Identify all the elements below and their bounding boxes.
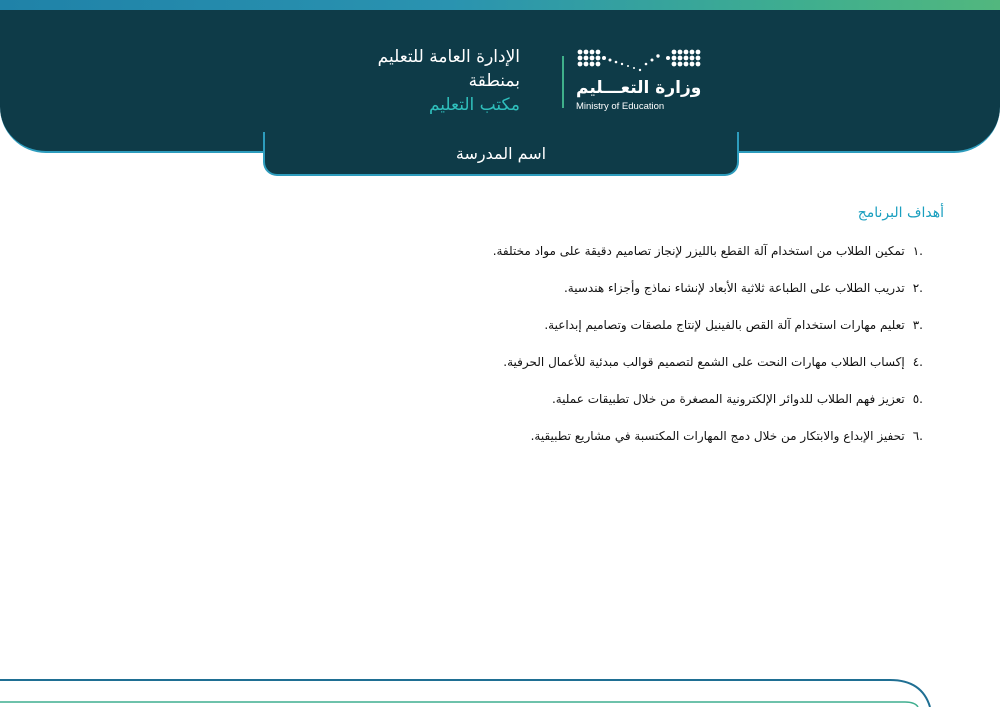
header-line-region: بمنطقة (468, 71, 520, 91)
goal-item (203, 354, 923, 391)
goal-item (203, 243, 923, 280)
goal-text: تمكين الطلاب من استخدام آلة القطع بالليزر لإنجاز تصاميم دقيقة على مواد مختلفة. (492, 244, 905, 258)
goal-number: .٢ (912, 281, 923, 295)
goal-number: .٤ (912, 355, 923, 369)
footer-decoration (0, 672, 1000, 707)
ministry-logo-dots-icon (576, 48, 704, 78)
goal-number: .٦ (912, 429, 923, 443)
goals-list (203, 243, 923, 465)
goal-text: تعزيز فهم الطلاب للدوائر الإلكترونية المصغرة من خلال تطبيقات عملية. (551, 392, 905, 406)
logo-arabic-text: وزارة التعـــليم (576, 78, 702, 98)
goal-item (203, 280, 923, 317)
goal-text: إكساب الطلاب مهارات النحت على الشمع لتصميم قوالب مبدئية للأعمال الحرفية. (503, 355, 905, 369)
goal-text: تحفيز الإبداع والابتكار من خلال دمج المهارات المكتسبة في مشاريع تطبيقية. (530, 429, 905, 443)
ministry-logo (576, 48, 704, 114)
header-divider (562, 56, 564, 108)
logo-english-text: Ministry of Education (576, 101, 665, 112)
school-name: اسم المدرسة (455, 143, 547, 163)
goal-number: .٥ (912, 392, 923, 406)
header-text-block (378, 45, 520, 117)
goals-title: أهداف البرنامج (857, 205, 944, 221)
goal-number: .٣ (912, 318, 923, 332)
goal-text: تدريب الطلاب على الطباعة ثلاثية الأبعاد لإنشاء نماذج وأجزاء هندسية. (563, 281, 905, 295)
header-line-office: مكتب التعليم (428, 95, 520, 115)
school-name-tab (263, 132, 739, 176)
goal-item (203, 391, 923, 428)
goal-item (203, 317, 923, 354)
goal-text: تعليم مهارات استخدام آلة القص بالفينيل لإنتاج ملصقات وتصاميم إبداعية. (544, 318, 905, 332)
header-line-administration: الإدارة العامة للتعليم (377, 47, 520, 67)
goal-item (203, 428, 923, 465)
goal-number: .١ (912, 244, 923, 258)
